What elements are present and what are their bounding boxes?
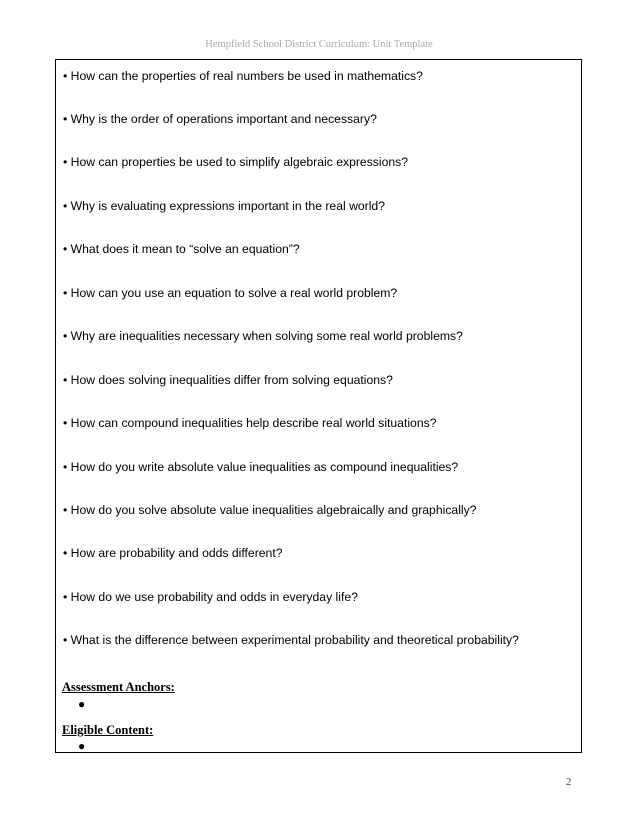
assessment-anchors-title: Assessment Anchors: (62, 680, 175, 694)
question-item: • Why is evaluating expressions important in the real world? (63, 199, 385, 213)
question-item: • What does it mean to “solve an equation”? (63, 242, 300, 256)
question-item: • How can the properties of real numbers be used in mathematics? (63, 69, 423, 83)
page-number: 2 (566, 776, 572, 788)
question-item: • How do you write absolute value inequalities as compound inequalities? (63, 460, 459, 474)
page-header: Hempfield School District Curriculum: Unit Template (205, 39, 433, 50)
question-item: • What is the difference between experimental probability and theoretical probability? (63, 633, 519, 647)
question-item: • How does solving inequalities differ from solving equations? (63, 373, 393, 387)
question-item: • How can you use an equation to solve a real world problem? (63, 286, 398, 300)
assessment-anchors-bullet: ● (78, 697, 86, 711)
question-item: • How do we use probability and odds in everyday life? (63, 590, 358, 604)
eligible-content-bullet: ● (78, 739, 86, 753)
question-item: • How do you solve absolute value inequalities algebraically and graphically? (63, 503, 477, 517)
eligible-content-title: Eligible Content: (62, 723, 154, 737)
question-item: • Why are inequalities necessary when solving some real world problems? (63, 329, 463, 343)
question-item: • How can properties be used to simplify algebraic expressions? (63, 155, 409, 169)
question-item: • How are probability and odds different? (63, 546, 283, 560)
content-box (55, 59, 582, 753)
question-item: • Why is the order of operations important and necessary? (63, 112, 377, 126)
question-item: • How can compound inequalities help describe real world situations? (63, 416, 437, 430)
